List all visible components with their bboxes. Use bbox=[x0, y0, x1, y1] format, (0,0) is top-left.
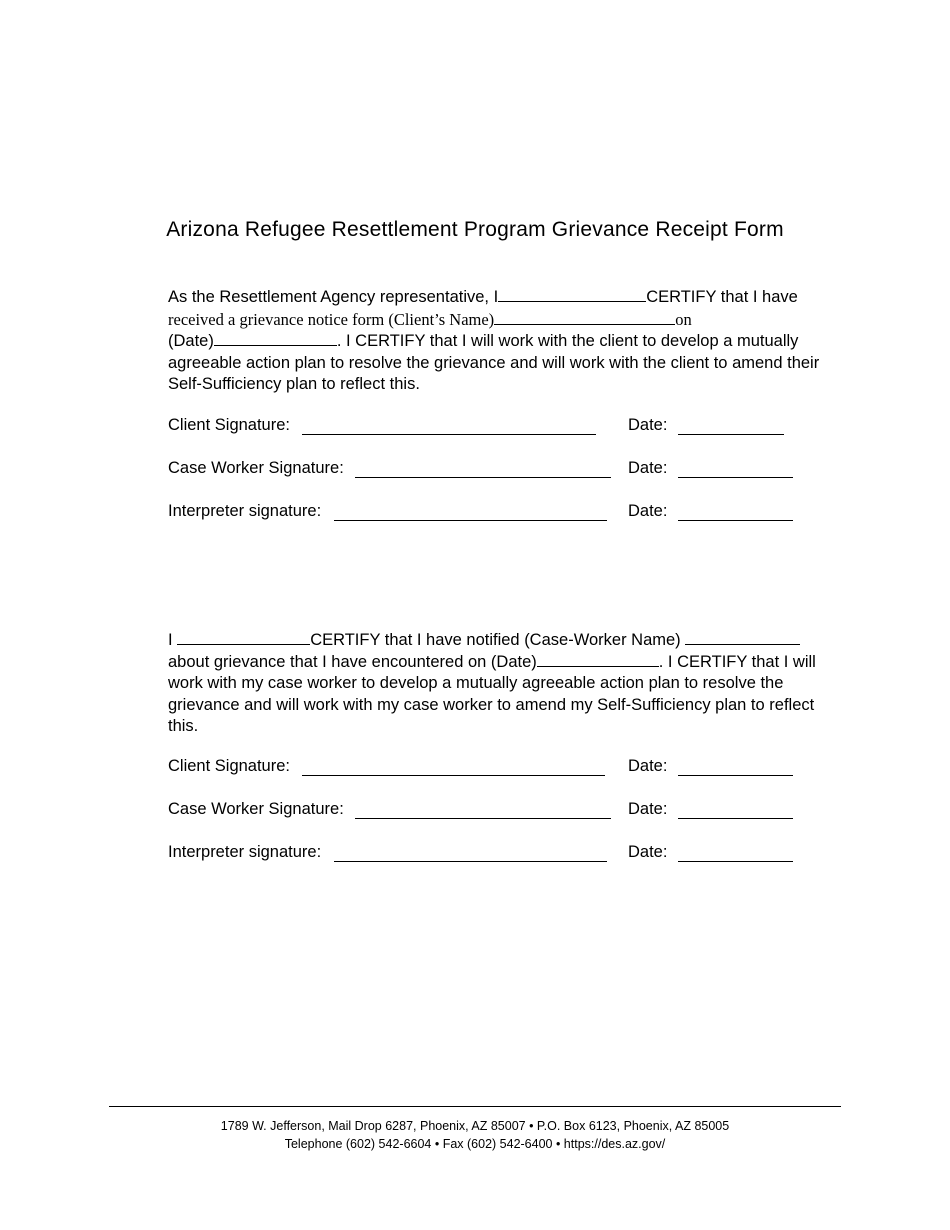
client-cert-text-2: CERTIFY that I have notified (Case-Worker Name) bbox=[310, 631, 681, 649]
grievance-notice-date-field[interactable] bbox=[214, 331, 337, 346]
signature-row-case-worker-2 bbox=[168, 800, 808, 824]
interpreter-signature-field[interactable] bbox=[334, 520, 607, 521]
agency-cert-text-6: . I CERTIFY that I will work with the client to develop a mutually agreeable action plan to resolve the grievance and will work with the client to amend their Self-Sufficiency plan to reflect this. bbox=[168, 332, 820, 393]
agency-cert-text-5: (Date) bbox=[168, 332, 214, 350]
client-signature-date-field[interactable] bbox=[678, 434, 784, 435]
case-worker-signature-field[interactable] bbox=[355, 818, 611, 819]
client-cert-text-4: . I CERTIFY that I will work with my case worker to develop a mutually agreeable action plan to resolve the grievance and will work with my case worker to amend my Self-Sufficiency plan to reflect this. bbox=[168, 652, 816, 735]
client-signature-label: Client Signature: bbox=[168, 757, 290, 775]
interpreter-signature-field[interactable] bbox=[334, 861, 607, 862]
signature-row-interpreter-1 bbox=[168, 502, 808, 526]
footer-address: 1789 W. Jefferson, Mail Drop 6287, Phoenix, AZ 85007 • P.O. Box 6123, Phoenix, AZ 85005 bbox=[220, 1119, 730, 1133]
footer-contact: Telephone (602) 542-6604 • Fax (602) 542-6400 • https://des.az.gov/ bbox=[284, 1137, 666, 1151]
signature-row-interpreter-2 bbox=[168, 843, 808, 867]
agency-cert-text-1: As the Resettlement Agency representative, I bbox=[168, 288, 499, 306]
date-label: Date: bbox=[628, 800, 668, 818]
footer-divider bbox=[109, 1106, 841, 1107]
agency-representative-name-field[interactable] bbox=[498, 287, 646, 302]
date-label: Date: bbox=[628, 757, 668, 775]
client-signature-date-field[interactable] bbox=[678, 775, 793, 776]
client-cert-text-1: I bbox=[168, 631, 173, 649]
signature-row-client-2 bbox=[168, 757, 808, 781]
case-worker-signature-date-field[interactable] bbox=[678, 818, 793, 819]
case-worker-signature-label: Case Worker Signature: bbox=[168, 800, 344, 818]
agency-cert-text-3: received a grievance notice form (Client’s Name) bbox=[168, 309, 495, 329]
signature-row-case-worker-1 bbox=[168, 459, 808, 483]
interpreter-signature-label: Interpreter signature: bbox=[168, 843, 322, 861]
case-worker-signature-field[interactable] bbox=[355, 477, 611, 478]
client-certification-paragraph bbox=[168, 630, 838, 738]
client-name-field-2[interactable] bbox=[177, 630, 310, 645]
interpreter-signature-date-field[interactable] bbox=[678, 520, 793, 521]
agency-certification-paragraph bbox=[168, 287, 838, 396]
date-label: Date: bbox=[628, 416, 668, 434]
client-cert-text-3: about grievance that I have encountered on (Date) bbox=[168, 652, 537, 671]
interpreter-signature-label: Interpreter signature: bbox=[168, 502, 322, 520]
interpreter-signature-date-field[interactable] bbox=[678, 861, 793, 862]
case-worker-signature-label: Case Worker Signature: bbox=[168, 459, 344, 477]
grievance-encountered-date-field[interactable] bbox=[537, 652, 659, 667]
date-label: Date: bbox=[628, 459, 668, 477]
client-signature-field[interactable] bbox=[302, 434, 596, 435]
client-signature-label: Client Signature: bbox=[168, 416, 290, 434]
agency-cert-text-2: CERTIFY that I have bbox=[646, 288, 798, 306]
client-name-field[interactable] bbox=[494, 310, 675, 325]
case-worker-name-field[interactable] bbox=[685, 630, 800, 645]
form-title: Arizona Refugee Resettlement Program Grievance Receipt Form bbox=[166, 218, 784, 241]
date-label: Date: bbox=[628, 843, 668, 861]
date-label: Date: bbox=[628, 502, 668, 520]
client-signature-field[interactable] bbox=[302, 775, 605, 776]
agency-cert-text-4: on bbox=[675, 309, 692, 329]
case-worker-signature-date-field[interactable] bbox=[678, 477, 793, 478]
signature-row-client-1 bbox=[168, 416, 808, 440]
